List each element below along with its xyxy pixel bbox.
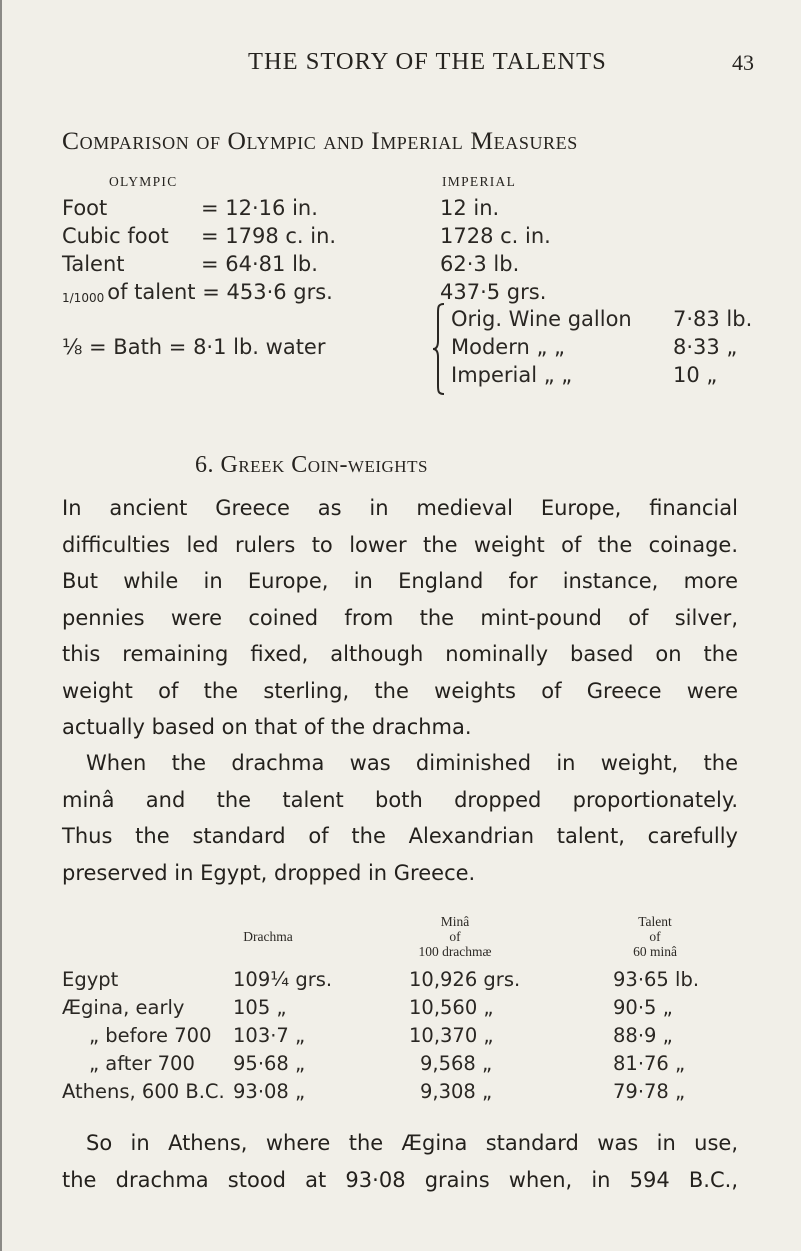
header-line: of [449,929,461,944]
table-header-drachma: Drachma [243,929,293,944]
olympic-column-label: OLYMPIC [109,174,178,189]
measure-name-talent: Talent [62,252,125,276]
fraction-thousandth: 1/1000 [62,291,105,305]
gallon-label-original: Orig. Wine gallon [451,307,632,331]
paragraph-line: pennies were coined from the mint-pound of silver, [62,605,738,630]
paragraph-line: Thus the standard of the Alexandrian talent, carefully [62,824,738,848]
running-header-title: THE STORY OF THE TALENTS [248,48,607,75]
brace-symbol [432,303,446,395]
header-line: Talent [638,914,672,929]
paragraph-line: actually based on that of the drachma. [62,715,472,739]
page-edge [0,0,2,1251]
measure-imperial-cubic-foot: 1728 c. in. [440,224,551,248]
measure-name-cubic-foot: Cubic foot [62,224,169,248]
page-number: 43 [732,50,754,75]
paragraph-line: the drachma stood at 93·08 grains when, in 594 B.C., [62,1167,738,1192]
measure-fraction-row [62,280,333,304]
table-cell-place: Egypt [62,968,119,991]
paragraph-line: So in Athens, where the Ægina standard was in use, [86,1131,738,1155]
paragraph-line: this remaining fixed, although nominally based on the [62,642,738,666]
table-cell-mina: 10,560 „ [409,996,494,1019]
header-line: of [649,929,661,944]
paragraph-1 [62,490,738,746]
paragraph-line: But while in Europe, in England for instance, more [62,569,738,593]
gallon-value-original: 7·83 lb. [673,307,753,331]
table-cell-drachma: 93·08 „ [233,1080,306,1103]
measure-olympic-foot: = 12·16 in. [201,196,318,220]
table-cell-mina: 9,568 „ [420,1052,493,1075]
table-cell-talent: 90·5 „ [613,996,673,1019]
table-cell-drachma: 95·68 „ [233,1052,306,1075]
table-cell-mina: 9,308 „ [420,1080,493,1103]
paragraph-line: In ancient Greece as in medieval Europe, financial [62,496,738,520]
gallon-value-imperial: 10 „ [673,363,718,387]
table-cell-drachma: 109¼ grs. [233,968,333,991]
table-cell-place: Ægina, early [62,996,185,1019]
table-header-talent [605,914,705,959]
imperial-column-label: IMPERIAL [442,174,517,189]
paragraph-line: weight of the sterling, the weights of Greece were [62,678,738,703]
paragraph-line: When the drachma was diminished in weight, the [86,751,738,775]
table-cell-talent: 79·78 „ [613,1080,686,1103]
table-cell-mina: 10,370 „ [409,1024,494,1047]
table-cell-drachma: 105 „ [233,996,287,1019]
table-header-mina [400,914,510,959]
table-cell-drachma: 103·7 „ [233,1024,306,1047]
measure-imperial-foot: 12 in. [440,196,500,220]
table-cell-mina: 10,926 grs. [409,968,521,991]
header-line: 100 drachmæ [418,944,492,959]
table-cell-talent: 93·65 lb. [613,968,700,991]
measure-olympic-fraction: of talent = 453·6 grs. [107,280,333,304]
gallon-value-modern: 8·33 „ [673,335,738,359]
measure-imperial-fraction: 437·5 grs. [440,280,547,304]
header-line: 60 minâ [633,944,677,959]
gallon-label-modern: Modern „ „ [451,335,565,359]
measure-olympic-talent: = 64·81 lb. [201,252,318,276]
comparison-heading: Comparison of Olympic and Imperial Measures [62,126,578,155]
table-cell-talent: 88·9 „ [613,1024,673,1047]
table-cell-talent: 81·76 „ [613,1052,686,1075]
table-cell-place: „ after 700 [89,1052,195,1075]
paragraph-3 [62,1125,738,1198]
paragraph-line: minâ and the talent both dropped proportionately. [62,787,738,812]
table-cell-place: „ before 700 [89,1024,212,1047]
paragraph-2 [62,745,738,891]
paragraph-line: difficulties led rulers to lower the weight of the coinage. [62,532,738,557]
gallon-label-imperial: Imperial „ „ [451,363,573,387]
measure-imperial-talent: 62·3 lb. [440,252,520,276]
header-line: Minâ [440,914,470,929]
bath-line: ⅛ = Bath = 8·1 lb. water [62,335,326,359]
section-heading: 6. Greek Coin-weights [195,452,428,478]
paragraph-line: preserved in Egypt, dropped in Greece. [62,860,476,885]
measure-name-foot: Foot [62,196,108,220]
table-cell-place: Athens, 600 B.C. [62,1080,225,1103]
measure-olympic-cubic-foot: = 1798 c. in. [201,224,337,248]
